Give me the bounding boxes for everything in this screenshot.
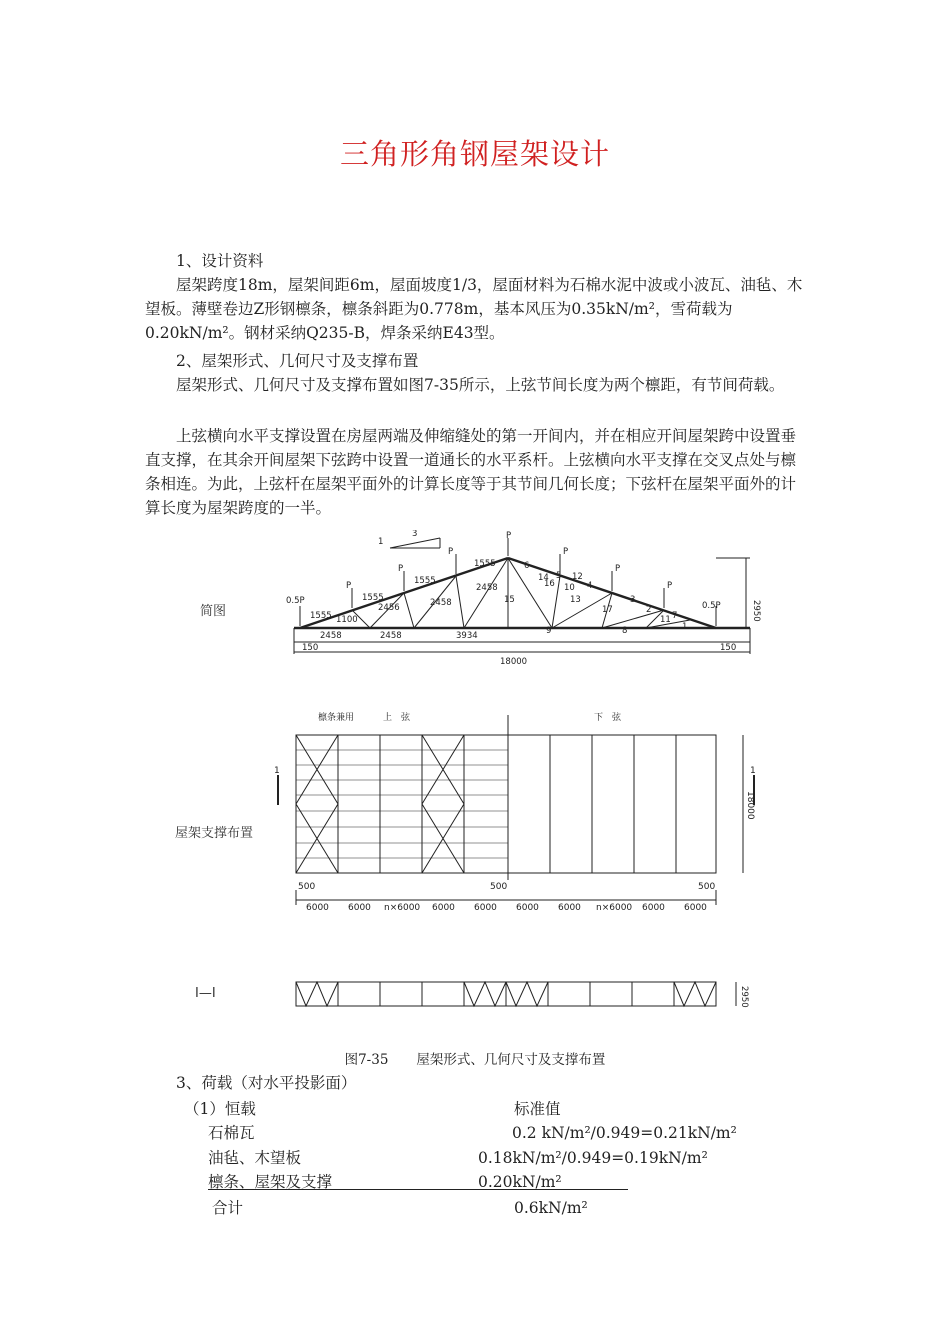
section-mark-left: 1 (274, 766, 280, 776)
load-row-value-2: 0.18kN/m²/0.949=0.19kN/m² (478, 1149, 708, 1167)
member-15: 15 (504, 595, 515, 605)
dim-3: n×6000 (384, 903, 421, 913)
member-12: 12 (572, 572, 583, 582)
member-5: 5 (556, 571, 562, 581)
section-3-heading: 3、荷载（对水平投影面） (176, 1074, 357, 1092)
member-14: 14 (538, 573, 549, 583)
load-row-name-3: 檩条、屋架及支撑 (208, 1173, 333, 1191)
figure-label-simple: 简图 (200, 604, 227, 619)
load-p-left-1: P (346, 581, 352, 591)
load-row-value-1: 0.2 kN/m²/0.949=0.21kN/m² (512, 1124, 737, 1142)
load-p-apex: P (506, 531, 512, 541)
dim-5: 6000 (474, 903, 497, 913)
dim-top-panel: 1555 (310, 611, 332, 621)
top-chord-label: 上 弦 (383, 713, 411, 723)
dim-7: 6000 (558, 903, 581, 913)
member-3: 3 (630, 595, 636, 605)
section-view (290, 972, 760, 1016)
loads-group-label: （1）恒载 (184, 1100, 256, 1118)
load-row-name-4: 合计 (212, 1199, 244, 1217)
dim-bottom-a: 2458 (320, 631, 342, 641)
member-13: 13 (570, 595, 581, 605)
member-7: 7 (672, 611, 678, 621)
dim-top-panel-2: 1555 (362, 593, 384, 603)
load-p-left-2: P (398, 564, 404, 574)
edge-dim-left: 500 (298, 882, 316, 892)
dim-diag: 2458 (430, 598, 452, 608)
figure-label-bracing: 屋架支撑布置 (175, 826, 254, 841)
load-p-right-1: P (563, 547, 569, 557)
load-p-left-3: P (448, 547, 454, 557)
bracing-width: 18000 (745, 791, 755, 820)
load-row-value-4: 0.6kN/m² (514, 1199, 588, 1217)
dim-top-panel-3: 1555 (414, 576, 436, 586)
edge-dim-right: 500 (698, 882, 716, 892)
member-4: 4 (587, 581, 593, 591)
dim-6: 6000 (516, 903, 539, 913)
load-row-name-2: 油毡、木望板 (208, 1149, 302, 1167)
member-8: 8 (622, 626, 628, 636)
dim-1: 6000 (306, 903, 329, 913)
section-2-heading: 2、屋架形式、几何尺寸及支撑布置 (176, 352, 419, 370)
section-height: 2950 (739, 986, 749, 1008)
dim-4: 6000 (432, 903, 455, 913)
load-p-right-2: P (615, 564, 621, 574)
section-mark-right: 1 (750, 766, 756, 776)
bottom-chord-label: 下 弦 (594, 713, 622, 723)
member-17: 17 (602, 605, 613, 615)
figure-caption (0, 1048, 950, 1068)
member-9: 9 (546, 626, 552, 636)
dim-8: n×6000 (596, 903, 633, 913)
purlin-label: 檩条兼用 (318, 713, 355, 723)
load-row-name-1: 石棉瓦 (208, 1124, 255, 1142)
caption-text: 屋架形式、几何尺寸及支撑布置 (416, 1052, 606, 1068)
caption-number: 图7-35 (344, 1052, 389, 1068)
dim-bottom-b: 2458 (380, 631, 402, 641)
truss-diagram (280, 530, 770, 680)
dim-top-panel-4: 1555 (474, 559, 496, 569)
member-2: 2 (646, 605, 652, 615)
bracing-plan (268, 705, 768, 915)
loads-col-header: 标准值 (514, 1100, 561, 1118)
load-half-left: 0.5P (286, 596, 305, 606)
section-1-paragraph: 屋架跨度18m，屋架间距6m，屋面坡度1/3，屋面材料为石棉水泥中波或小波瓦、油毡、木望板。薄壁卷边Z形钢檩条，檩条斜距为0.778m，基本风压为0.35kN/m²，雪荷载为0.20kN/m²。钢材采纳Q235-B，焊条采纳E43型。 (145, 276, 803, 342)
dim-2: 6000 (348, 903, 371, 913)
dim-diag-2: 2458 (476, 583, 498, 593)
member-11: 11 (660, 615, 671, 625)
load-half-right: 0.5P (702, 601, 721, 611)
slope-num: 1 (378, 537, 384, 547)
figure-label-section: I—I (195, 986, 216, 1001)
section-2-paragraph-1: 屋架形式、几何尺寸及支撑布置如图7-35所示，上弦节间长度为两个檩距，有节间荷载。 (176, 376, 785, 394)
slope-den: 3 (412, 530, 418, 539)
dim-web-short: 1100 (336, 615, 358, 625)
subtotal-rule (208, 1189, 628, 1190)
dim-end-left: 150 (302, 643, 319, 653)
member-16: 16 (544, 579, 555, 589)
section-1-heading: 1、设计资料 (176, 252, 264, 270)
dim-span: 18000 (500, 657, 528, 667)
edge-dim-mid: 500 (490, 882, 508, 892)
member-10: 10 (564, 583, 575, 593)
dim-10: 6000 (684, 903, 707, 913)
dim-height: 2950 (751, 600, 761, 622)
member-6: 6 (524, 561, 530, 571)
member-1: 1 (682, 622, 688, 632)
page-title: 三角形角钢屋架设计 (339, 137, 610, 171)
dim-bottom-c: 3934 (456, 631, 478, 641)
section-2-paragraph-2: 上弦横向水平支撑设置在房屋两端及伸缩缝处的第一开间内，并在相应开间屋架跨中设置垂直支撑，在其余开间屋架下弦跨中设置一道通长的水平系杆。上弦横向水平支撑在交叉点处与檩条相连。为此，上弦杆在屋架平面外的计算长度等于其节间几何长度；下弦杆在屋架平面外的计算长度为屋架跨度的一半。 (145, 427, 797, 517)
dim-end-right: 150 (720, 643, 737, 653)
load-row-value-3: 0.20kN/m² (478, 1173, 562, 1191)
load-p-right-3: P (667, 581, 673, 591)
dim-web-mid: 2456 (378, 603, 400, 613)
dim-9: 6000 (642, 903, 665, 913)
